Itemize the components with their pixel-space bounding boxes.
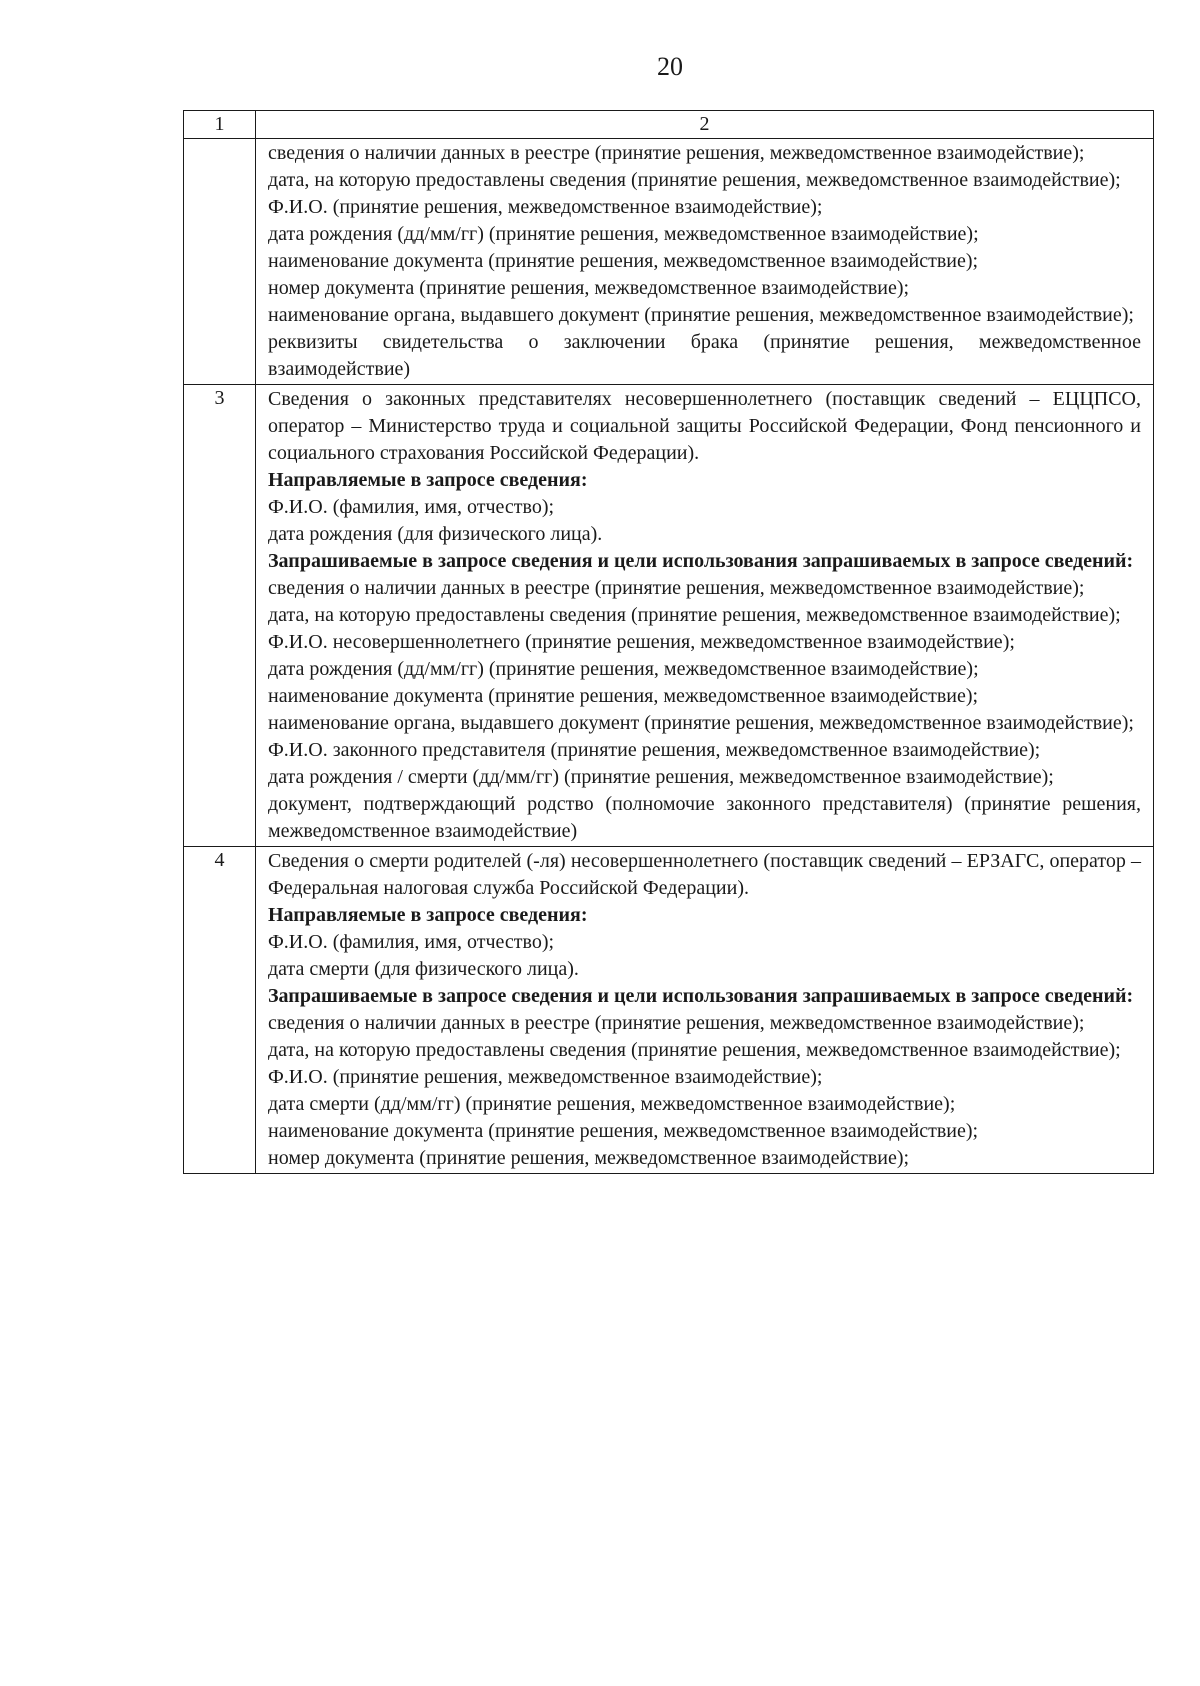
row-content-cell [256, 847, 1154, 1174]
list-item: дата рождения (дд/мм/гг) (принятие решения, межведомственное взаимодействие); [268, 658, 979, 680]
list-item: наименование документа (принятие решения, межведомственное взаимодействие); [268, 685, 979, 707]
section-heading: Направляемые в запросе сведения: [268, 469, 588, 491]
row-number-cell: 4 [184, 847, 256, 1174]
list-item: Ф.И.О. (фамилия, имя, отчество); [268, 496, 555, 518]
list-item: наименование органа, выдавшего документ (принятие решения, межведомственное взаимодействие); [268, 304, 1134, 326]
list-item: Ф.И.О. (принятие решения, межведомственное взаимодействие); [268, 1066, 823, 1088]
row-content-cell [256, 139, 1154, 385]
list-item: наименование документа (принятие решения, межведомственное взаимодействие); [268, 1120, 979, 1142]
list-item: дата рождения (для физического лица). [268, 523, 603, 545]
list-item: сведения о наличии данных в реестре (принятие решения, межведомственное взаимодействие); [268, 142, 1085, 164]
list-item: дата, на которую предоставлены сведения (принятие решения, межведомственное взаимодействие); [268, 169, 1121, 191]
list-item: номер документа (принятие решения, межведомственное взаимодействие); [268, 277, 910, 299]
list-item: номер документа (принятие решения, межведомственное взаимодействие); [268, 1147, 910, 1169]
list-item: Ф.И.О. (фамилия, имя, отчество); [268, 931, 555, 953]
table-body [184, 111, 1154, 1174]
list-item: Сведения о законных представителях несовершеннолетнего (поставщик сведений – ЕЦЦПСО, оператор – Министерство труда и социальной защиты Российской Федерации, Фонд пенсионного и социального страхования Российской Федерации). [268, 388, 1141, 464]
list-item: документ, подтверждающий родство (полномочие законного представителя) (принятие решения, межведомственное взаимодействие) [268, 793, 1141, 842]
row-number-cell [184, 139, 256, 385]
list-item: дата смерти (дд/мм/гг) (принятие решения, межведомственное взаимодействие); [268, 1093, 956, 1115]
list-item: Ф.И.О. несовершеннолетнего (принятие решения, межведомственное взаимодействие); [268, 631, 1015, 653]
page-number: 20 [657, 52, 683, 81]
list-item: Сведения о смерти родителей (-ля) несовершеннолетнего (поставщик сведений – ЕРЗАГС, оператор – Федеральная налоговая служба Российской Федерации). [268, 850, 1141, 899]
list-item: дата смерти (для физического лица). [268, 958, 579, 980]
row-number-cell: 3 [184, 385, 256, 847]
list-item: дата, на которую предоставлены сведения (принятие решения, межведомственное взаимодействие); [268, 1039, 1121, 1061]
list-item: реквизиты свидетельства о заключении брака (принятие решения, межведомственное взаимодействие) [268, 331, 1141, 380]
header-cell-col2: 2 [256, 111, 1154, 139]
list-item: дата рождения (дд/мм/гг) (принятие решения, межведомственное взаимодействие); [268, 223, 979, 245]
list-item: сведения о наличии данных в реестре (принятие решения, межведомственное взаимодействие); [268, 577, 1085, 599]
table-row [184, 139, 1154, 385]
requirements-table [183, 110, 1154, 1174]
section-heading: Запрашиваемые в запросе сведения и цели использования запрашиваемых в запросе сведений: [268, 985, 1134, 1007]
section-heading: Запрашиваемые в запросе сведения и цели использования запрашиваемых в запросе сведений: [268, 550, 1134, 572]
table-row [184, 847, 1154, 1174]
list-item: дата рождения / смерти (дд/мм/гг) (принятие решения, межведомственное взаимодействие); [268, 766, 1054, 788]
table-header-row [184, 111, 1154, 139]
list-item: сведения о наличии данных в реестре (принятие решения, межведомственное взаимодействие); [268, 1012, 1085, 1034]
table-row [184, 385, 1154, 847]
header-cell-col1: 1 [184, 111, 256, 139]
list-item: наименование документа (принятие решения, межведомственное взаимодействие); [268, 250, 979, 272]
list-item: Ф.И.О. законного представителя (принятие решения, межведомственное взаимодействие); [268, 739, 1041, 761]
list-item: дата, на которую предоставлены сведения (принятие решения, межведомственное взаимодействие); [268, 604, 1121, 626]
list-item: Ф.И.О. (принятие решения, межведомственное взаимодействие); [268, 196, 823, 218]
list-item: наименование органа, выдавшего документ (принятие решения, межведомственное взаимодействие); [268, 712, 1134, 734]
row-content-cell [256, 385, 1154, 847]
section-heading: Направляемые в запросе сведения: [268, 904, 588, 926]
